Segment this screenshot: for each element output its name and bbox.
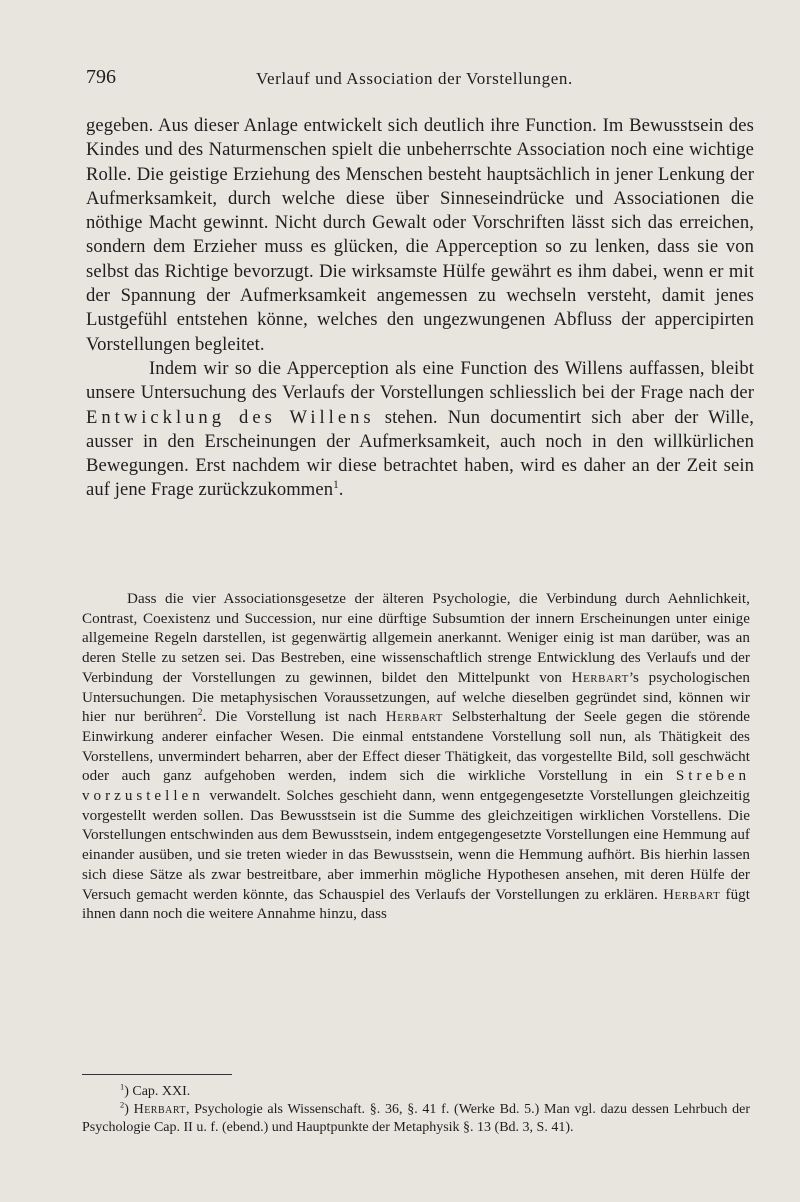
author-name: Herbart (385, 709, 443, 726)
footnote-mark: 1 (120, 1082, 125, 1092)
running-title: Verlauf und Association der Vorstellungen. (256, 69, 573, 88)
paragraph-2-text-b: stehen. Nun documentirt sich aber der Wille, ausser in den Erscheinungen der Aufmerksamkeit, auch noch in den willkürlichen Bewegungen. Erst nachdem wir diese betrachtet haben, wird es daher an der Zeit sein auf jene Frage zurückzukommen (86, 406, 754, 501)
paragraph-2-end: . (338, 479, 344, 501)
footnote-2-text: , Psychologie als Wissenschaft. §. 36, §. 41 f. (Werke Bd. 5.) Man vgl. dazu dessen Lehrbuch der Psychologie Cap. II u. f. (ebend.) und Hauptpunkte der Metaphysik §. 13 (Bd. 3, S. 41). (82, 1102, 750, 1135)
page-number: 796 (86, 66, 116, 88)
footnote-2: $^2$) Herbart, Psychologie als Wissenschaft. §. 36, §. 41 f. (Werke Bd. 5.) Man vgl. dazu dessen Lehrbuch der Psychologie Cap. II u. f. (ebend.) und Hauptpunkte der Metaphysik §. 13 (Bd. 3, S. 41). (82, 1100, 750, 1135)
footnote-ref-2[interactable]: 2 (197, 707, 203, 718)
commentary-text-1: Dass die vier Associationsgesetze der älteren Psychologie, die Verbindung durch Aehnlichkeit, Contrast, Coexistenz und Succession, nur eine dürftige Subsumtion der innern Erscheinungen unter einige allgemeine Regeln darstellen, ist gegenwärtig allgemein anerkannt. Weniger einig ist man darüber, was an deren Stelle zu setzen sei. Das Bestreben, eine wissenschaftlich strenge Entwicklung des Verlaufs und der Verbindung der Vorstellungen zu gewinnen, bildet den Mittelpunkt von (82, 591, 750, 686)
spaced-emphasis: Entwicklung des Willens (86, 406, 375, 428)
commentary-text-5: verwandelt. Solches geschieht dann, wenn entgegengesetzte Vorstellungen gleichzeitig vorgestellt werden sollen. Das Bewusstsein ist die Summe des gleichzeitigen wirklichen Vorstellens. Die Vorstellungen entschwinden aus dem Bewusstsein, indem entgegengesetzte Vorstellungen eine Hemmung auf einander ausüben, und sie treten wieder in das Bewusstsein, wenn die Hemmung aufhört. Bis hierhin lassen sich diese Sätze als zwar bestreitbare, aber immerhin mögliche Hypothesen ansehen, mit deren Hülfe der Versuch gemacht werden könnte, das Schauspiel des Verlaufs der Vorstellungen zu erklären. (82, 788, 750, 903)
author-name: Herbart (663, 886, 721, 903)
commentary-text-4: Selbsterhaltung der Seele gegen die störende Einwirkung anderer einfacher Wesen. Die einmal entstandene Vorstellung soll nun, als Thätigkeit des Vorstellens, unvermindert beharren, aber der Effect dieser Thätigkeit, das vorgestellte Bild, soll geschwächt oder auch ganz aufgehoben werden, indem sich die wirkliche Vorstellung in ein (82, 709, 751, 785)
main-text (86, 114, 754, 503)
commentary-paragraph (82, 590, 750, 925)
footnotes (82, 1083, 750, 1137)
spaced-emphasis: Streben vorzustellen (82, 768, 750, 805)
footnote-1: $^1$) Cap. XXI. (120, 1082, 191, 1099)
commentary-text-6: fügt ihnen dann noch die weitere Annahme hinzu, dass (82, 886, 751, 923)
footnote-mark: 2 (120, 1100, 125, 1110)
paragraph-1: gegeben. Aus dieser Anlage entwickelt sich deutlich ihre Function. Im Bewusstsein des Kindes und des Naturmenschen spielt die unbeherrschte Association noch eine wichtige Rolle. Die geistige Erziehung des Menschen besteht hauptsächlich in jener Lenkung der Aufmerksamkeit, durch welche diese über Sinneseindrücke und Associationen die nöthige Macht gewinnt. Nicht durch Gewalt oder Vorschriften lässt sich das erreichen, sondern dem Erzieher muss es glücken, die Apperception so zu lenken, dass sie von selbst das Richtige bevorzugt. Die wirksamste Hülfe gewährt es ihm dabei, wenn er mit der Spannung der Aufmerksamkeit angemessen zu wechseln versteht, damit jenes Lustgefühl entstehen könne, welches den ungezwungenen Abfluss der appercipirten Vorstellungen begleitet. (86, 115, 754, 355)
commentary-text (82, 590, 750, 925)
commentary-text-3: . Die Vorstellung ist nach (202, 709, 377, 726)
author-name: Herbart (571, 669, 629, 686)
footnote-ref-1[interactable]: 1 (333, 479, 339, 492)
footnote-author: Herbart (133, 1102, 187, 1117)
footnote-divider (82, 1074, 232, 1075)
page-header (86, 66, 740, 92)
footnote-1-text: Cap. XXI. (132, 1084, 191, 1099)
paragraph-2 (86, 357, 754, 503)
paragraph-2-text-a: Indem wir so die Apperception als eine Function des Willens auffassen, bleibt unsere Untersuchung des Verlaufs der Vorstellungen schliesslich bei der Frage nach der (86, 357, 754, 404)
commentary-text-2: ’s psychologischen Untersuchungen. Die metaphysischen Voraussetzungen, auf welche dieselben gegründet sind, können wir hier nur berühren (82, 669, 750, 726)
